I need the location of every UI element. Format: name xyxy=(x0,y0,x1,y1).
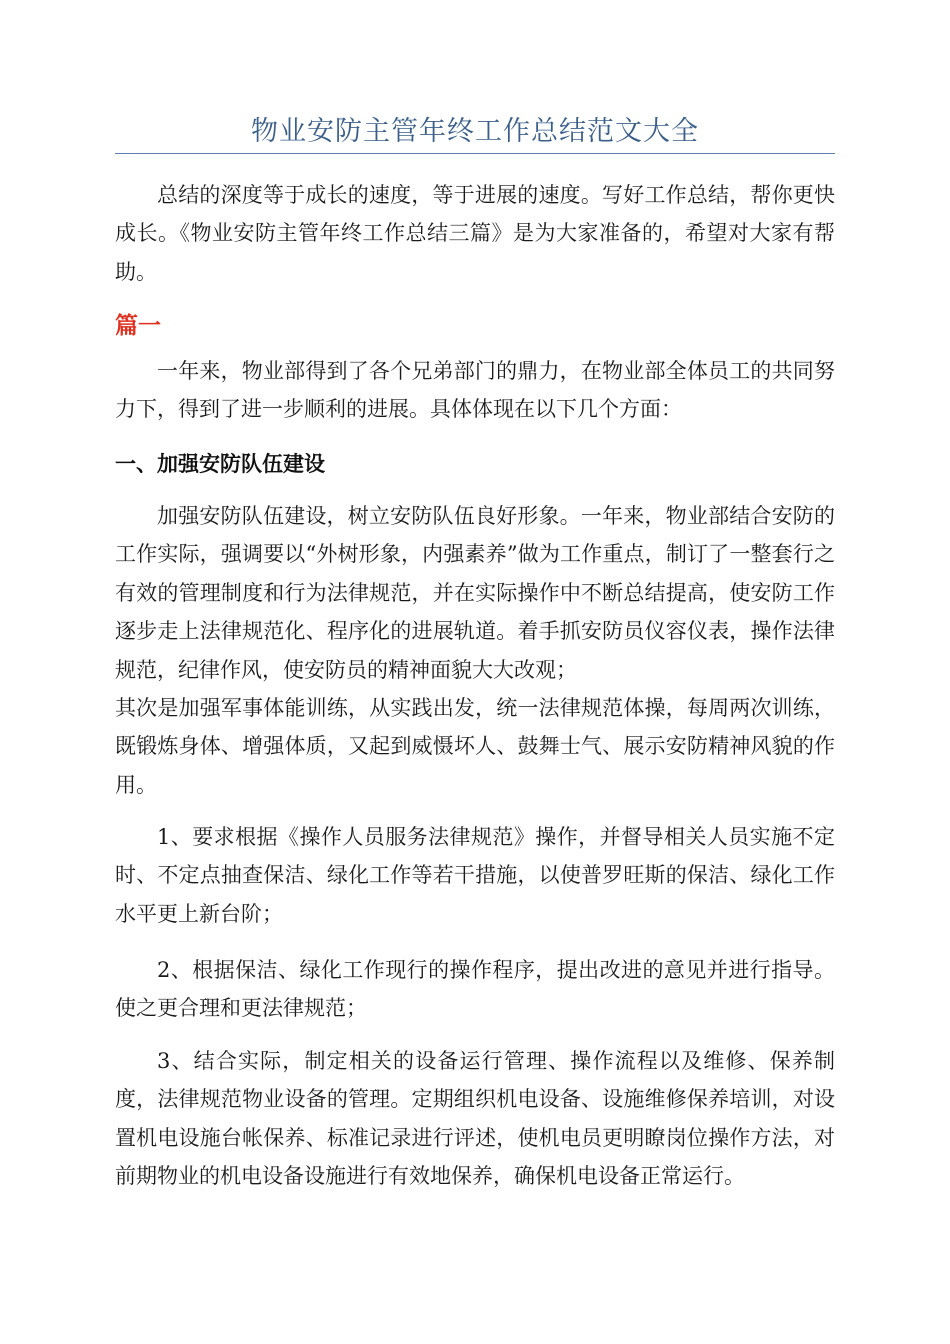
list-item-1: 1、要求根据《操作人员服务法律规范》操作，并督导相关人员实施不定时、不定点抽查保洁、绿化工作等若干措施，以使普罗旺斯的保洁、绿化工作水平更上新台阶； xyxy=(115,825,835,926)
section-heading: 一、加强安防队伍建设 xyxy=(115,452,325,476)
item-1-block xyxy=(115,818,835,933)
document-title: 物业安防主管年终工作总结范文大全 xyxy=(251,116,699,147)
section-paragraph-1: 加强安防队伍建设，树立安防队伍良好形象。一年来，物业部结合安防的工作实际，强调要以“外树形象，内强素养”做为工作重点，制订了一整套行之有效的管理制度和行为法律规范，并在实际操作中不断总结提高，使安防工作逐步走上法律规范化、程序化的进展轨道。着手抓安防员仪容仪表，操作法律规范，纪律作风，使安防员的精神面貌大大改观； xyxy=(115,504,835,682)
item-2-block xyxy=(115,951,835,1028)
part-intro-paragraph: 一年来，物业部得到了各个兄弟部门的鼎力，在物业部全体员工的共同努力下，得到了进一步顺利的进展。具体体现在以下几个方面： xyxy=(115,359,835,422)
item-3-block xyxy=(115,1042,835,1196)
section-body-block xyxy=(115,497,835,804)
part-intro-block xyxy=(115,352,835,429)
title-underline xyxy=(115,153,835,154)
section-paragraph-2: 其次是加强军事体能训练，从实践出发，统一法律规范体操，每周两次训练，既锻炼身体、增强体质，又起到威慑坏人、鼓舞士气、展示安防精神风貌的作用。 xyxy=(115,696,835,797)
list-item-3: 3、结合实际，制定相关的设备运行管理、操作流程以及维修、保养制度，法律规范物业设备的管理。定期组织机电设备、设施维修保养培训，对设置机电设施台帐保养、标准记录进行评述，使机电员更明瞭岗位操作方法，对前期物业的机电设备设施进行有效地保养，确保机电设备正常运行。 xyxy=(115,1049,835,1189)
list-item-2: 2、根据保洁、绿化工作现行的操作程序，提出改进的意见并进行指导。使之更合理和更法律规范； xyxy=(115,958,835,1021)
intro-block xyxy=(115,176,835,291)
part-heading: 篇一 xyxy=(115,313,161,339)
intro-paragraph: 总结的深度等于成长的速度，等于进展的速度。写好工作总结，帮你更快成长。《物业安防主管年终工作总结三篇》是为大家准备的，希望对大家有帮助。 xyxy=(115,183,835,284)
